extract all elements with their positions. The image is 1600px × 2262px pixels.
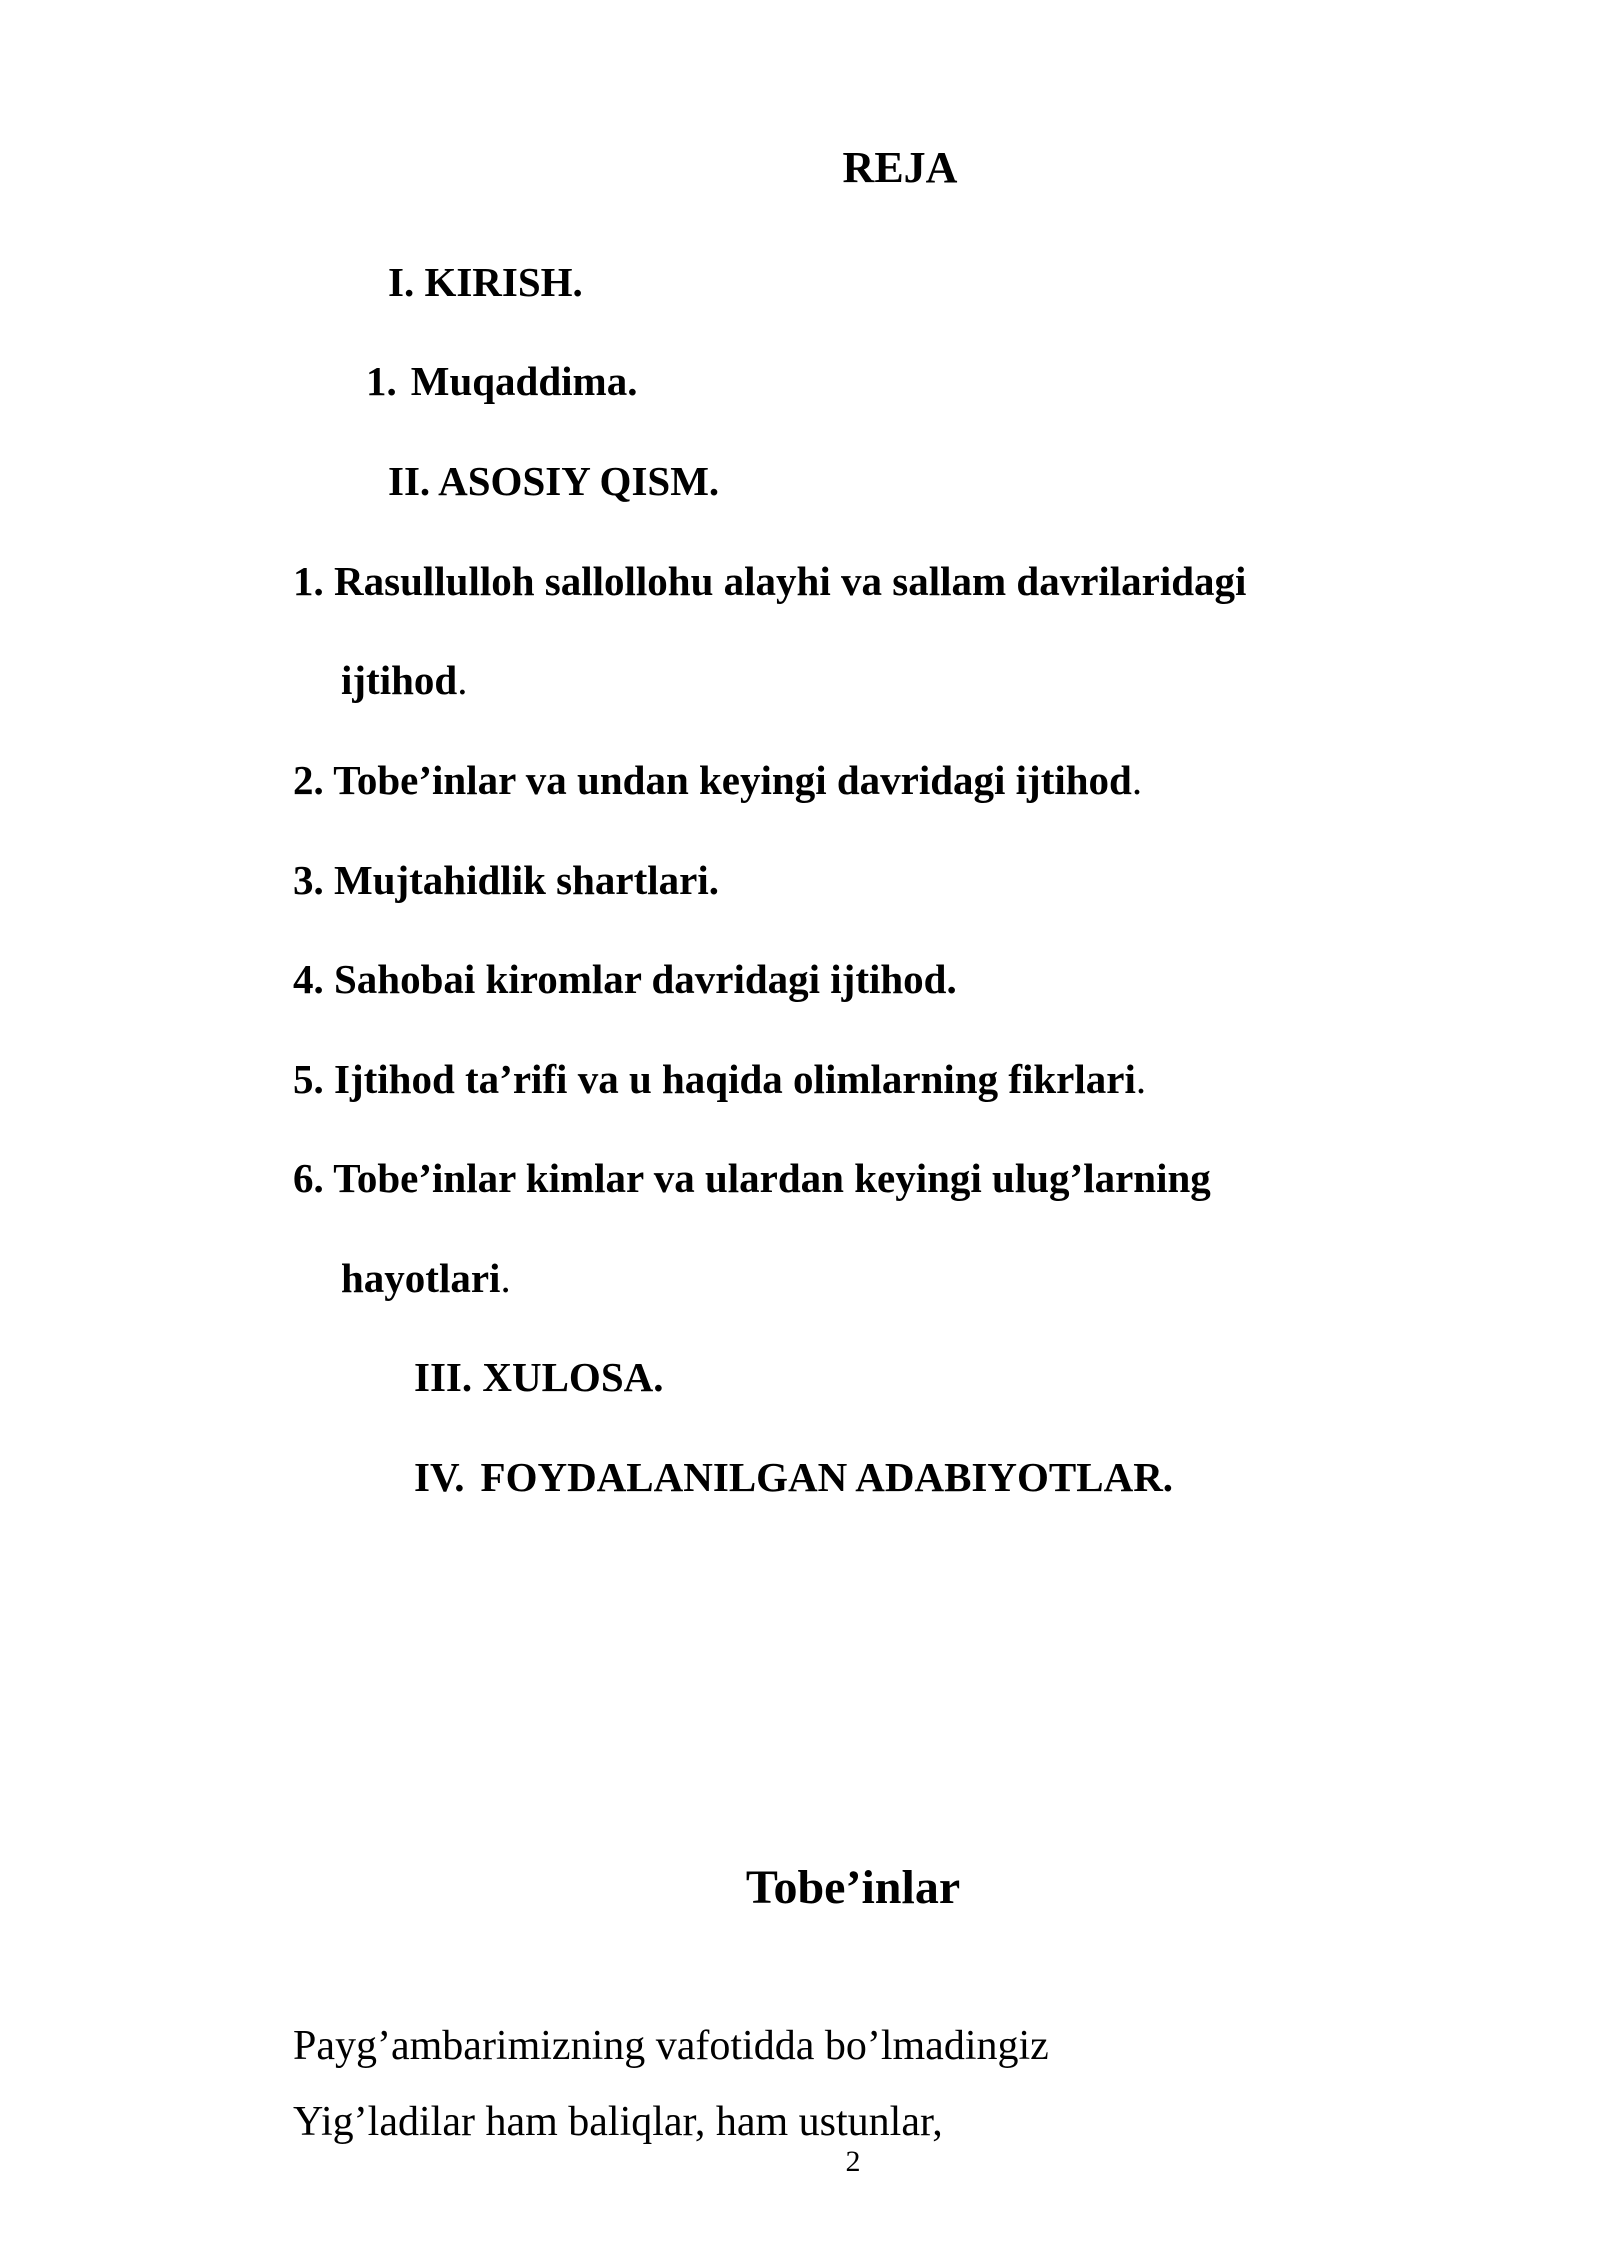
plan-item-5: 5. Ijtihod ta’rifi va u haqida olimlarning fikrlari. — [293, 1056, 1147, 1102]
plan-item-muqaddima: 1. Muqaddima. — [366, 358, 638, 404]
plan-item-1-continued: ijtihod. — [341, 657, 468, 703]
plan-item-xulosa: III. XULOSA. — [414, 1354, 664, 1400]
plan-item-kirish: I. KIRISH. — [388, 259, 583, 305]
plan-item-3: 3. Mujtahidlik shartlari. — [293, 857, 719, 903]
plan-item-1: 1. Rasullulloh sallollohu alayhi va sallam davrilaridagi — [293, 558, 1247, 604]
plan-item-6-continued: hayotlari. — [341, 1255, 511, 1301]
page-number: 2 — [845, 2145, 861, 2178]
plan-title: REJA — [842, 143, 958, 192]
section-title: Tobe’inlar — [745, 1861, 961, 1914]
plan-item-adabiyotlar: IV. FOYDALANILGAN ADABIYOTLAR. — [414, 1454, 1174, 1500]
plan-item-asosiy-qism: II. ASOSIY QISM. — [388, 458, 720, 504]
verse-line: Yig’ladilar ham baliqlar, ham ustunlar, — [293, 2099, 943, 2145]
plan-item-4: 4. Sahobai kiromlar davridagi ijtihod. — [293, 956, 957, 1002]
plan-item-2: 2. Tobe’inlar va undan keyingi davridagi ijtihod. — [293, 757, 1143, 803]
plan-item-6: 6. Tobe’inlar kimlar va ulardan keyingi ulug’larning — [293, 1155, 1211, 1201]
verse-line: Payg’ambarimizning vafotidda bo’lmadingiz — [293, 2023, 1049, 2069]
